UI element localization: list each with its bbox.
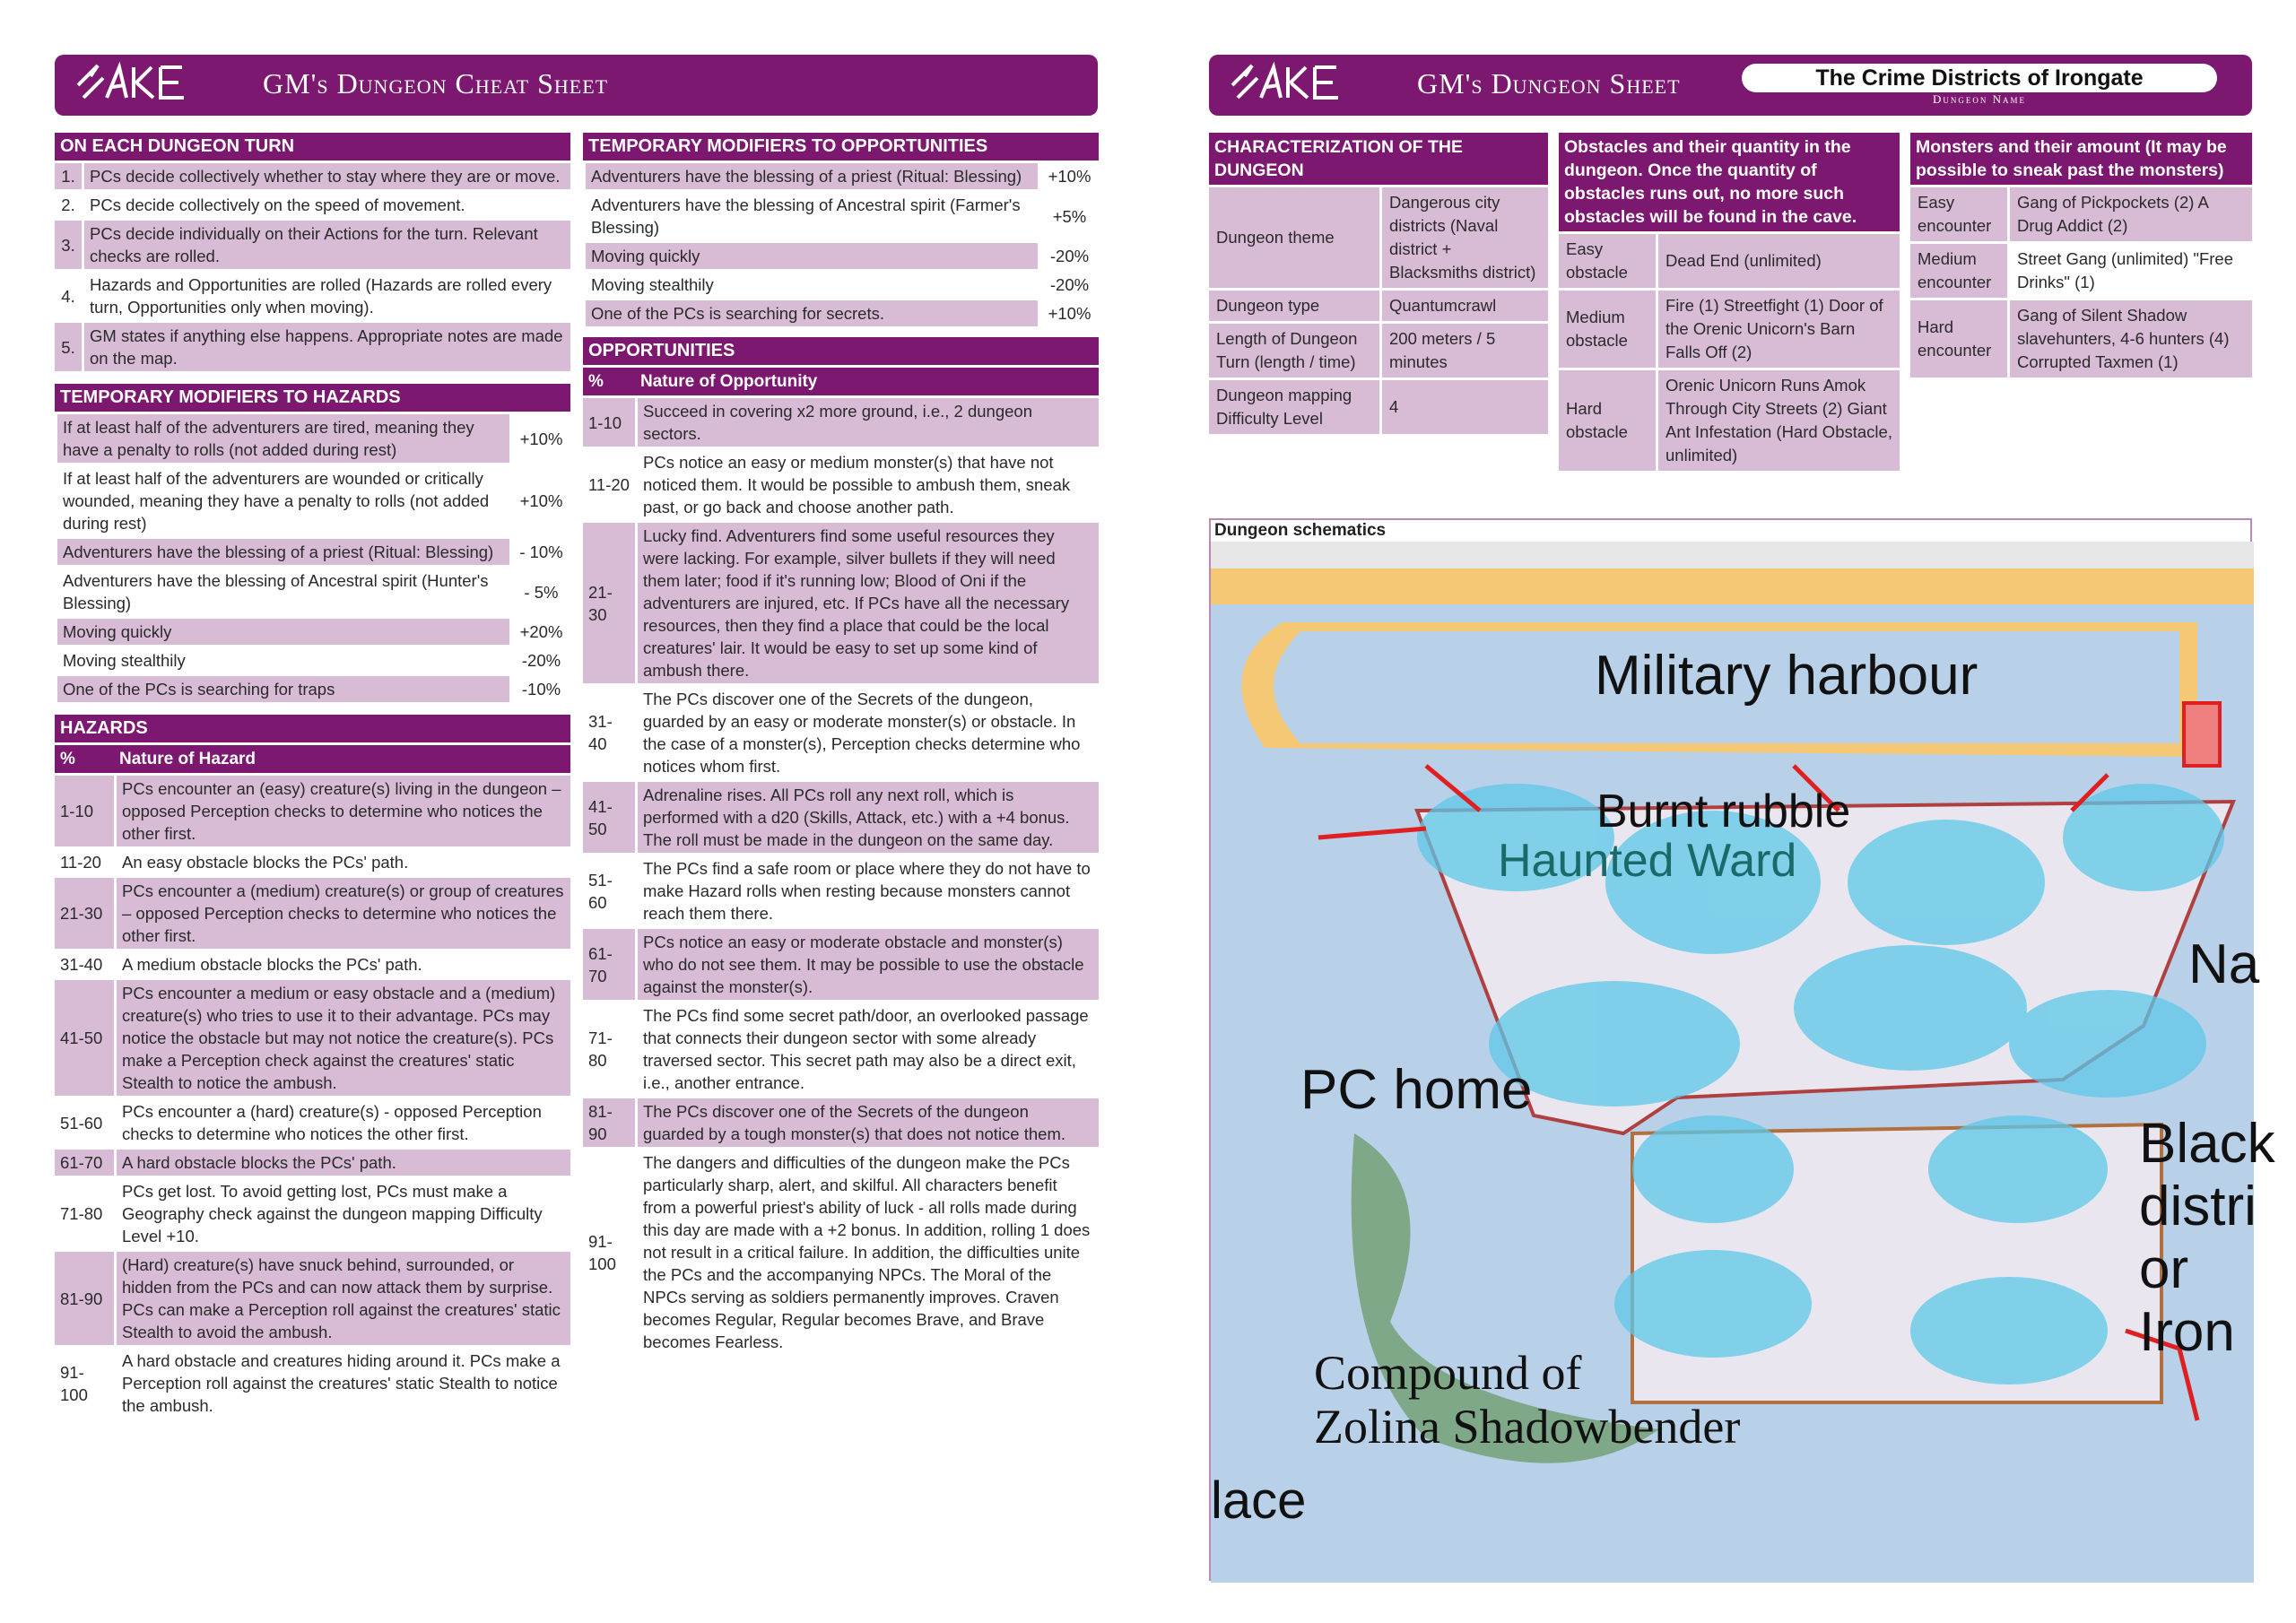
description-cell: (Hard) creature(s) have snuck behind, surrounded, or hidden from the PCs and can now attack them by surprise. PCs can make a Perception roll against the creatures' static Stealth to avoid the ambush. (114, 1252, 570, 1345)
left-title: GM's Dungeon Cheat Sheet (263, 67, 609, 100)
modifier-value: +10% (509, 414, 570, 463)
range-cell: 71-80 (583, 1002, 635, 1096)
description-cell: The PCs discover one of the Secrets of the dungeon, guarded by an easy or moderate monster(s) or obstacle. In the case of a monster(s), Perception checks determine who notices whom first. (635, 686, 1099, 779)
modifier-row (583, 298, 1099, 326)
table-row (55, 1147, 570, 1176)
description-cell: PCs encounter an (easy) creature(s) living in the dungeon – opposed Perception checks to determine who notices the other first. (114, 776, 570, 846)
table-row (55, 1096, 570, 1147)
table-row (55, 1345, 570, 1419)
row-value: Orenic Unicorn Runs Amok Through City Streets (2) Giant Ant Infestation (Hard Obstacle, unlimited) (1656, 370, 1900, 471)
modifier-row (583, 240, 1099, 269)
turn-text: GM states if anything else happens. Appropriate notes are made on the map. (82, 323, 570, 371)
range-cell: 11-20 (55, 849, 114, 875)
map-label-lace: lace (1211, 1471, 1307, 1530)
range-cell: 21-30 (55, 878, 114, 949)
modifier-text: Moving quickly (55, 619, 509, 645)
modifier-value: +10% (1038, 300, 1099, 326)
modifier-row (55, 565, 570, 616)
description-cell: PCs notice an easy or medium monster(s) that have not noticed them. It would be possible to ambush them, sneak past, or go back and choose another path. (635, 449, 1099, 520)
description-cell: PCs encounter a (medium) creature(s) or group of creatures – opposed Perception checks to determine who notices the other first. (114, 878, 570, 949)
modifier-value: -10% (509, 676, 570, 702)
modifier-value: -20% (1038, 272, 1099, 298)
left-banner (55, 55, 1098, 116)
modifier-text: Adventurers have the blessing of a priest (Ritual: Blessing) (55, 539, 509, 565)
range-cell: 51-60 (583, 855, 635, 926)
modifier-text: Adventurers have the blessing of a priest (Ritual: Blessing) (583, 163, 1038, 189)
turn-num: 1. (55, 163, 82, 189)
dungeon-name-label: Dungeon Name (1932, 92, 2027, 106)
range-cell: 71-80 (55, 1178, 114, 1249)
row-key: Medium obstacle (1559, 291, 1656, 368)
table-row (583, 683, 1099, 779)
modifier-text: Moving stealthily (55, 647, 509, 673)
row-value: Fire (1) Streetfight (1) Door of the Orenic Unicorn's Barn Falls Off (2) (1656, 291, 1900, 368)
turn-text: PCs decide individually on their Actions for the turn. Relevant checks are rolled. (82, 221, 570, 269)
range-cell: 51-60 (55, 1098, 114, 1147)
modifier-row (583, 161, 1099, 189)
modifier-text: One of the PCs is searching for secrets. (583, 300, 1038, 326)
turn-text: PCs decide collectively on the speed of movement. (82, 192, 570, 218)
row-key: Easy encounter (1910, 187, 2007, 241)
modifier-row (55, 673, 570, 702)
row-value: 4 (1379, 380, 1548, 434)
description-cell: Lucky find. Adventurers find some useful resources they were lacking. For example, silver bullets if they will need them later; food if it's running low; Blood of Oni if the adventurers are injured, etc. If PCs have all the necessary resources, then they find a place that could be the local creatures' lair. It would be easy to set up some kind of ambush there. (635, 523, 1099, 683)
modifier-row (583, 189, 1099, 240)
table-row (1209, 185, 1548, 288)
range-cell: 21-30 (583, 523, 635, 683)
map-caption: Dungeon schematics (1211, 520, 2250, 542)
turn-num: 3. (55, 221, 82, 269)
dungeon-name: The Crime Districts of Irongate (1742, 64, 2217, 92)
hazards-heading: HAZARDS (55, 715, 570, 742)
modifier-row (55, 616, 570, 645)
left-col-2 (583, 133, 1099, 1355)
row-key: Dungeon theme (1209, 187, 1379, 288)
row-key: Hard obstacle (1559, 370, 1656, 471)
temp-opps-heading: TEMPORARY MODIFIERS TO OPPORTUNITIES (583, 133, 1099, 161)
turn-num: 5. (55, 323, 82, 371)
table-row (583, 1147, 1099, 1355)
row-value: Quantumcrawl (1379, 291, 1548, 321)
range-cell: 61-70 (55, 1150, 114, 1176)
row-key: Dungeon mapping Difficulty Level (1209, 380, 1379, 434)
range-cell: 1-10 (55, 776, 114, 846)
description-cell: PCs get lost. To avoid getting lost, PCs must make a Geography check against the dungeon mapping Difficulty Level +10. (114, 1178, 570, 1249)
table-row (55, 1176, 570, 1249)
table-row (1910, 298, 2252, 378)
table-row (583, 779, 1099, 853)
description-cell: The PCs discover one of the Secrets of the dungeon guarded by a tough monster(s) that does not notice them. (635, 1098, 1099, 1147)
table-row (583, 520, 1099, 683)
turn-text: PCs decide collectively whether to stay where they are or move. (82, 163, 570, 189)
modifier-text: Moving stealthily (583, 272, 1038, 298)
range-cell: 11-20 (583, 449, 635, 520)
modifier-value: +5% (1038, 192, 1099, 240)
map-label-burnt: Burnt rubble (1596, 785, 1851, 838)
monsters-heading: Monsters and their amount (It may be possible to sneak past the monsters) (1910, 133, 2252, 185)
range-cell: 91-100 (583, 1150, 635, 1355)
right-title: GM's Dungeon Sheet (1417, 67, 1681, 100)
turn-text: Hazards and Opportunities are rolled (Hazards are rolled every turn, Opportunities only when moving). (82, 272, 570, 320)
row-value: Dead End (unlimited) (1656, 234, 1900, 288)
range-cell: 81-90 (55, 1252, 114, 1345)
table-row (583, 447, 1099, 520)
modifier-row (55, 463, 570, 536)
turn-num: 2. (55, 192, 82, 218)
dungeon-schematics-map (1209, 518, 2275, 1581)
sake-logo (1225, 58, 1351, 108)
turn-row (55, 269, 570, 320)
row-key: Easy obstacle (1559, 234, 1656, 288)
row-key: Length of Dungeon Turn (length / time) (1209, 324, 1379, 378)
modifier-value: - 5% (509, 568, 570, 616)
modifier-row (55, 645, 570, 673)
range-cell: 41-50 (583, 782, 635, 853)
map-label-na: Na (2188, 933, 2260, 995)
map-label-or: or (2139, 1238, 2189, 1300)
turn-row (55, 218, 570, 269)
modifier-text: Adventurers have the blessing of Ancestral spirit (Hunter's Blessing) (55, 568, 509, 616)
table-row (1209, 288, 1548, 321)
modifier-text: If at least half of the adventurers are wounded or critically wounded, meaning they have a penalty to rolls (not added during rest) (55, 465, 509, 536)
description-cell: PCs notice an easy or moderate obstacle and monster(s) who do not see them. It may be possible to use the obstacle against the monster(s). (635, 929, 1099, 1000)
description-cell: PCs encounter a medium or easy obstacle and a (medium) creature(s) who tries to use it to their advantage. PCs may notice the obstacle but may not notice the creature(s). PCs make a Perception check against the creatures' static Stealth to notice the ambush. (114, 980, 570, 1096)
map-label-distri: distri (2139, 1176, 2257, 1237)
modifier-value: +10% (509, 465, 570, 536)
description-cell: PCs encounter a (hard) creature(s) - opposed Perception checks to determine who notices the other first. (114, 1098, 570, 1147)
map-label-military-harbour: Military harbour (1595, 645, 1979, 707)
modifier-text: Adventurers have the blessing of Ancestral spirit (Farmer's Blessing) (583, 192, 1038, 240)
table-row (55, 846, 570, 875)
row-value: Gang of Pickpockets (2) A Drug Addict (2) (2007, 187, 2252, 241)
modifier-value: - 10% (509, 539, 570, 565)
range-cell: 61-70 (583, 929, 635, 1000)
modifier-row (583, 269, 1099, 298)
modifier-value: +10% (1038, 163, 1099, 189)
range-cell: 81-90 (583, 1098, 635, 1147)
modifier-row (55, 536, 570, 565)
map-label-haunted: Haunted Ward (1498, 835, 1797, 887)
row-value: 200 meters / 5 minutes (1379, 324, 1548, 378)
description-cell: An easy obstacle blocks the PCs' path. (114, 849, 570, 875)
turn-num: 4. (55, 272, 82, 320)
description-cell: Succeed in covering x2 more ground, i.e., 2 dungeon sectors. (635, 398, 1099, 447)
obstacles-heading: Obstacles and their quantity in the dungeon. Once the quantity of obstacles runs out, no more such obstacles will be found in the cave. (1559, 133, 1900, 231)
turn-row (55, 189, 570, 218)
description-cell: A medium obstacle blocks the PCs' path. (114, 951, 570, 977)
hazards-subheader: % Nature of Hazard (55, 742, 570, 773)
characterization-heading: CHARACTERIZATION OF THE DUNGEON (1209, 133, 1548, 185)
table-row (55, 875, 570, 949)
description-cell: Adrenaline rises. All PCs roll any next roll, which is performed with a d20 (Skills, Attack, etc.) with a +4 bonus. The roll must be made in the dungeon on the same day. (635, 782, 1099, 853)
map-label-zolina: Zolina Shadowbender (1314, 1400, 1741, 1454)
table-row (55, 1249, 570, 1345)
modifier-text: Moving quickly (583, 243, 1038, 269)
modifier-row (55, 412, 570, 463)
table-row (583, 395, 1099, 447)
row-value: Street Gang (unlimited) "Free Drinks" (1) (2007, 244, 2252, 298)
modifier-text: One of the PCs is searching for traps (55, 676, 509, 702)
map-label-pc-home: PC home (1300, 1059, 1533, 1121)
opportunities-heading: OPPORTUNITIES (583, 337, 1099, 365)
description-cell: The PCs find a safe room or place where they do not have to make Hazard rolls when resting because monsters cannot reach them there. (635, 855, 1099, 926)
turn-row (55, 161, 570, 189)
range-cell: 91-100 (55, 1348, 114, 1419)
table-row (1910, 185, 2252, 241)
table-row (1559, 231, 1900, 288)
row-key: Medium encounter (1910, 244, 2007, 298)
description-cell: A hard obstacle blocks the PCs' path. (114, 1150, 570, 1176)
modifier-value: -20% (509, 647, 570, 673)
turn-row (55, 320, 570, 371)
modifier-value: +20% (509, 619, 570, 645)
table-row (1209, 321, 1548, 378)
description-cell: The dangers and difficulties of the dungeon make the PCs particularly sharp, alert, and skilful. All characters benefit from a powerful priest's ability of luck - all rolls made during this day are made with a +2 bonus. In addition, rolling 1 does not result in a critical failure. In addition, the difficulties unite the PCs and the accompanying NPCs. The Moral of the NPCs serving as soldiers permanently improves. Craven becomes Regular, Regular becomes Brave, and Brave becomes Fearless. (635, 1150, 1099, 1355)
table-row (55, 977, 570, 1096)
map-label-compound: Compound of (1314, 1346, 1582, 1400)
range-cell: 41-50 (55, 980, 114, 1096)
description-cell: A hard obstacle and creatures hiding around it. PCs make a Perception roll against the creatures' static Stealth to notice the ambush. (114, 1348, 570, 1419)
opportunities-subheader: % Nature of Opportunity (583, 365, 1099, 395)
table-row (1559, 288, 1900, 368)
temp-hazards-heading: TEMPORARY MODIFIERS TO HAZARDS (55, 384, 570, 412)
sake-logo (71, 58, 196, 108)
range-cell: 1-10 (583, 398, 635, 447)
table-row (583, 926, 1099, 1000)
modifier-value: -20% (1038, 243, 1099, 269)
on-each-turn-heading: ON EACH DUNGEON TURN (55, 133, 570, 161)
range-cell: 31-40 (55, 951, 114, 977)
modifier-text: If at least half of the adventurers are tired, meaning they have a penalty to rolls (not added during rest) (55, 414, 509, 463)
table-row (1209, 378, 1548, 434)
map-label-iron: Iron (2139, 1301, 2235, 1363)
table-row (55, 773, 570, 846)
map-label-black: Black (2139, 1113, 2275, 1175)
right-banner (1209, 55, 2252, 116)
table-row (583, 1000, 1099, 1096)
monsters-table (1910, 133, 2252, 378)
table-row (1559, 368, 1900, 471)
table-row (583, 853, 1099, 926)
left-col-1 (55, 133, 570, 1419)
table-row (55, 949, 570, 977)
row-value: Dangerous city districts (Naval district + Blacksmiths district) (1379, 187, 1548, 288)
row-key: Hard encounter (1910, 300, 2007, 378)
description-cell: The PCs find some secret path/door, an overlooked passage that connects their dungeon sector with some already traversed sector. This secret path may also be a direct exit, i.e., another entrance. (635, 1002, 1099, 1096)
row-key: Dungeon type (1209, 291, 1379, 321)
obstacles-table (1559, 133, 1900, 471)
table-row (1910, 241, 2252, 298)
table-row (583, 1096, 1099, 1147)
range-cell: 31-40 (583, 686, 635, 779)
row-value: Gang of Silent Shadow slavehunters, 4-6 hunters (4) Corrupted Taxmen (1) (2007, 300, 2252, 378)
characterization-table (1209, 133, 1548, 434)
